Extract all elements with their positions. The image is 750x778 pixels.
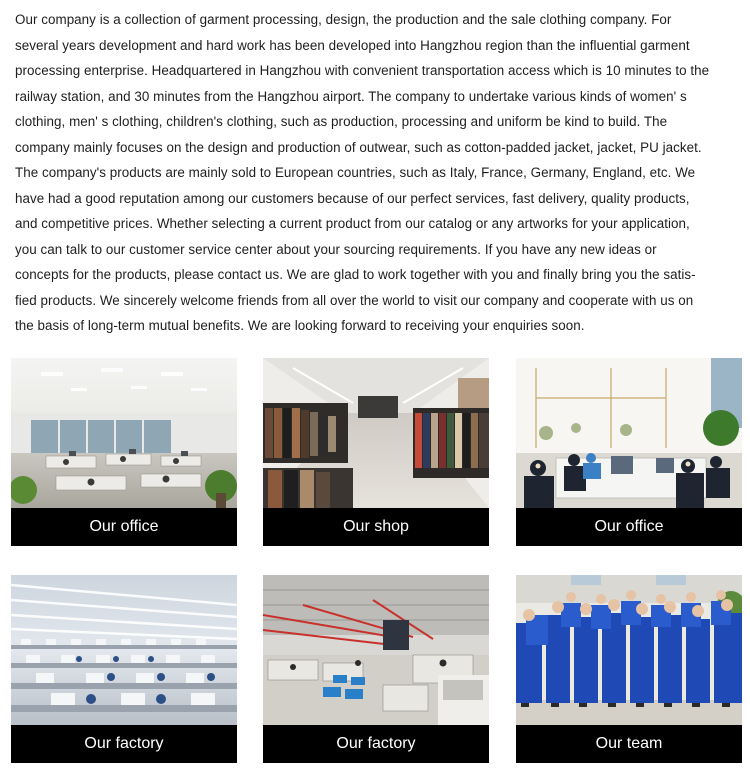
company-introduction: [15, 7, 741, 339]
gallery-caption: Our office: [516, 508, 742, 546]
gallery-card-office: [516, 358, 742, 546]
gallery-card-factory: [263, 575, 489, 763]
intro-line: railway station, and 30 minutes from the Hangzhou airport. The company to undertake various kinds of women' s: [15, 88, 687, 104]
intro-line: have had a good reputation among our customers because of our perfect services, fast delivery, quality products,: [15, 190, 690, 206]
intro-line: The company's products are mainly sold to European countries, such as Italy, France, Germany, England, etc. We: [15, 165, 696, 180]
team-photo: [516, 575, 742, 725]
shop-photo: [263, 358, 489, 508]
intro-line: and competitive prices. Whether selecting a current product from our catalog or any artworks for your application,: [15, 216, 690, 231]
intro-line: concepts for the products, please contact us. We are glad to work together with you and finally bring you the satis-: [15, 267, 696, 282]
gallery-caption: Our shop: [263, 508, 489, 546]
intro-line: the basis of long-term mutual benefits. We are looking forward to receiving your enquiries soon.: [15, 318, 585, 333]
factory-photo: [263, 575, 489, 725]
gallery-caption: Our team: [516, 725, 742, 763]
office-photo: [11, 358, 237, 508]
gallery-card-team: [516, 575, 742, 763]
intro-line: company mainly focuses on the design and production of outwear, such as cotton-padded jacket, jacket, PU jacket.: [15, 139, 702, 155]
intro-line: clothing, men' s clothing, children's clothing, such as production, processing and uniform be kind to build. The: [15, 114, 668, 129]
intro-line: several years development and hard work has been developed into Hangzhou region than the influential garment: [15, 37, 690, 53]
gallery-caption: Our factory: [11, 725, 237, 763]
gallery-card-office: [11, 358, 237, 546]
intro-line: Our company is a collection of garment processing, design, the production and the sale clothing company. For: [15, 12, 672, 27]
intro-line: processing enterprise. Headquartered in Hangzhou with convenient transportation access which is 10 minutes to the: [15, 63, 710, 78]
intro-line: you can talk to our customer service center about your sourcing requirements. If you have any new ideas or: [15, 241, 657, 257]
intro-line: fied products. We sincerely welcome friends from all over the world to visit our company and cooperate with us on: [15, 292, 694, 308]
gallery-card-shop: [263, 358, 489, 546]
gallery-caption: Our factory: [263, 725, 489, 763]
factory-photo: [11, 575, 237, 725]
gallery-card-factory: [11, 575, 237, 763]
gallery-caption: Our office: [11, 508, 237, 546]
office-photo: [516, 358, 742, 508]
